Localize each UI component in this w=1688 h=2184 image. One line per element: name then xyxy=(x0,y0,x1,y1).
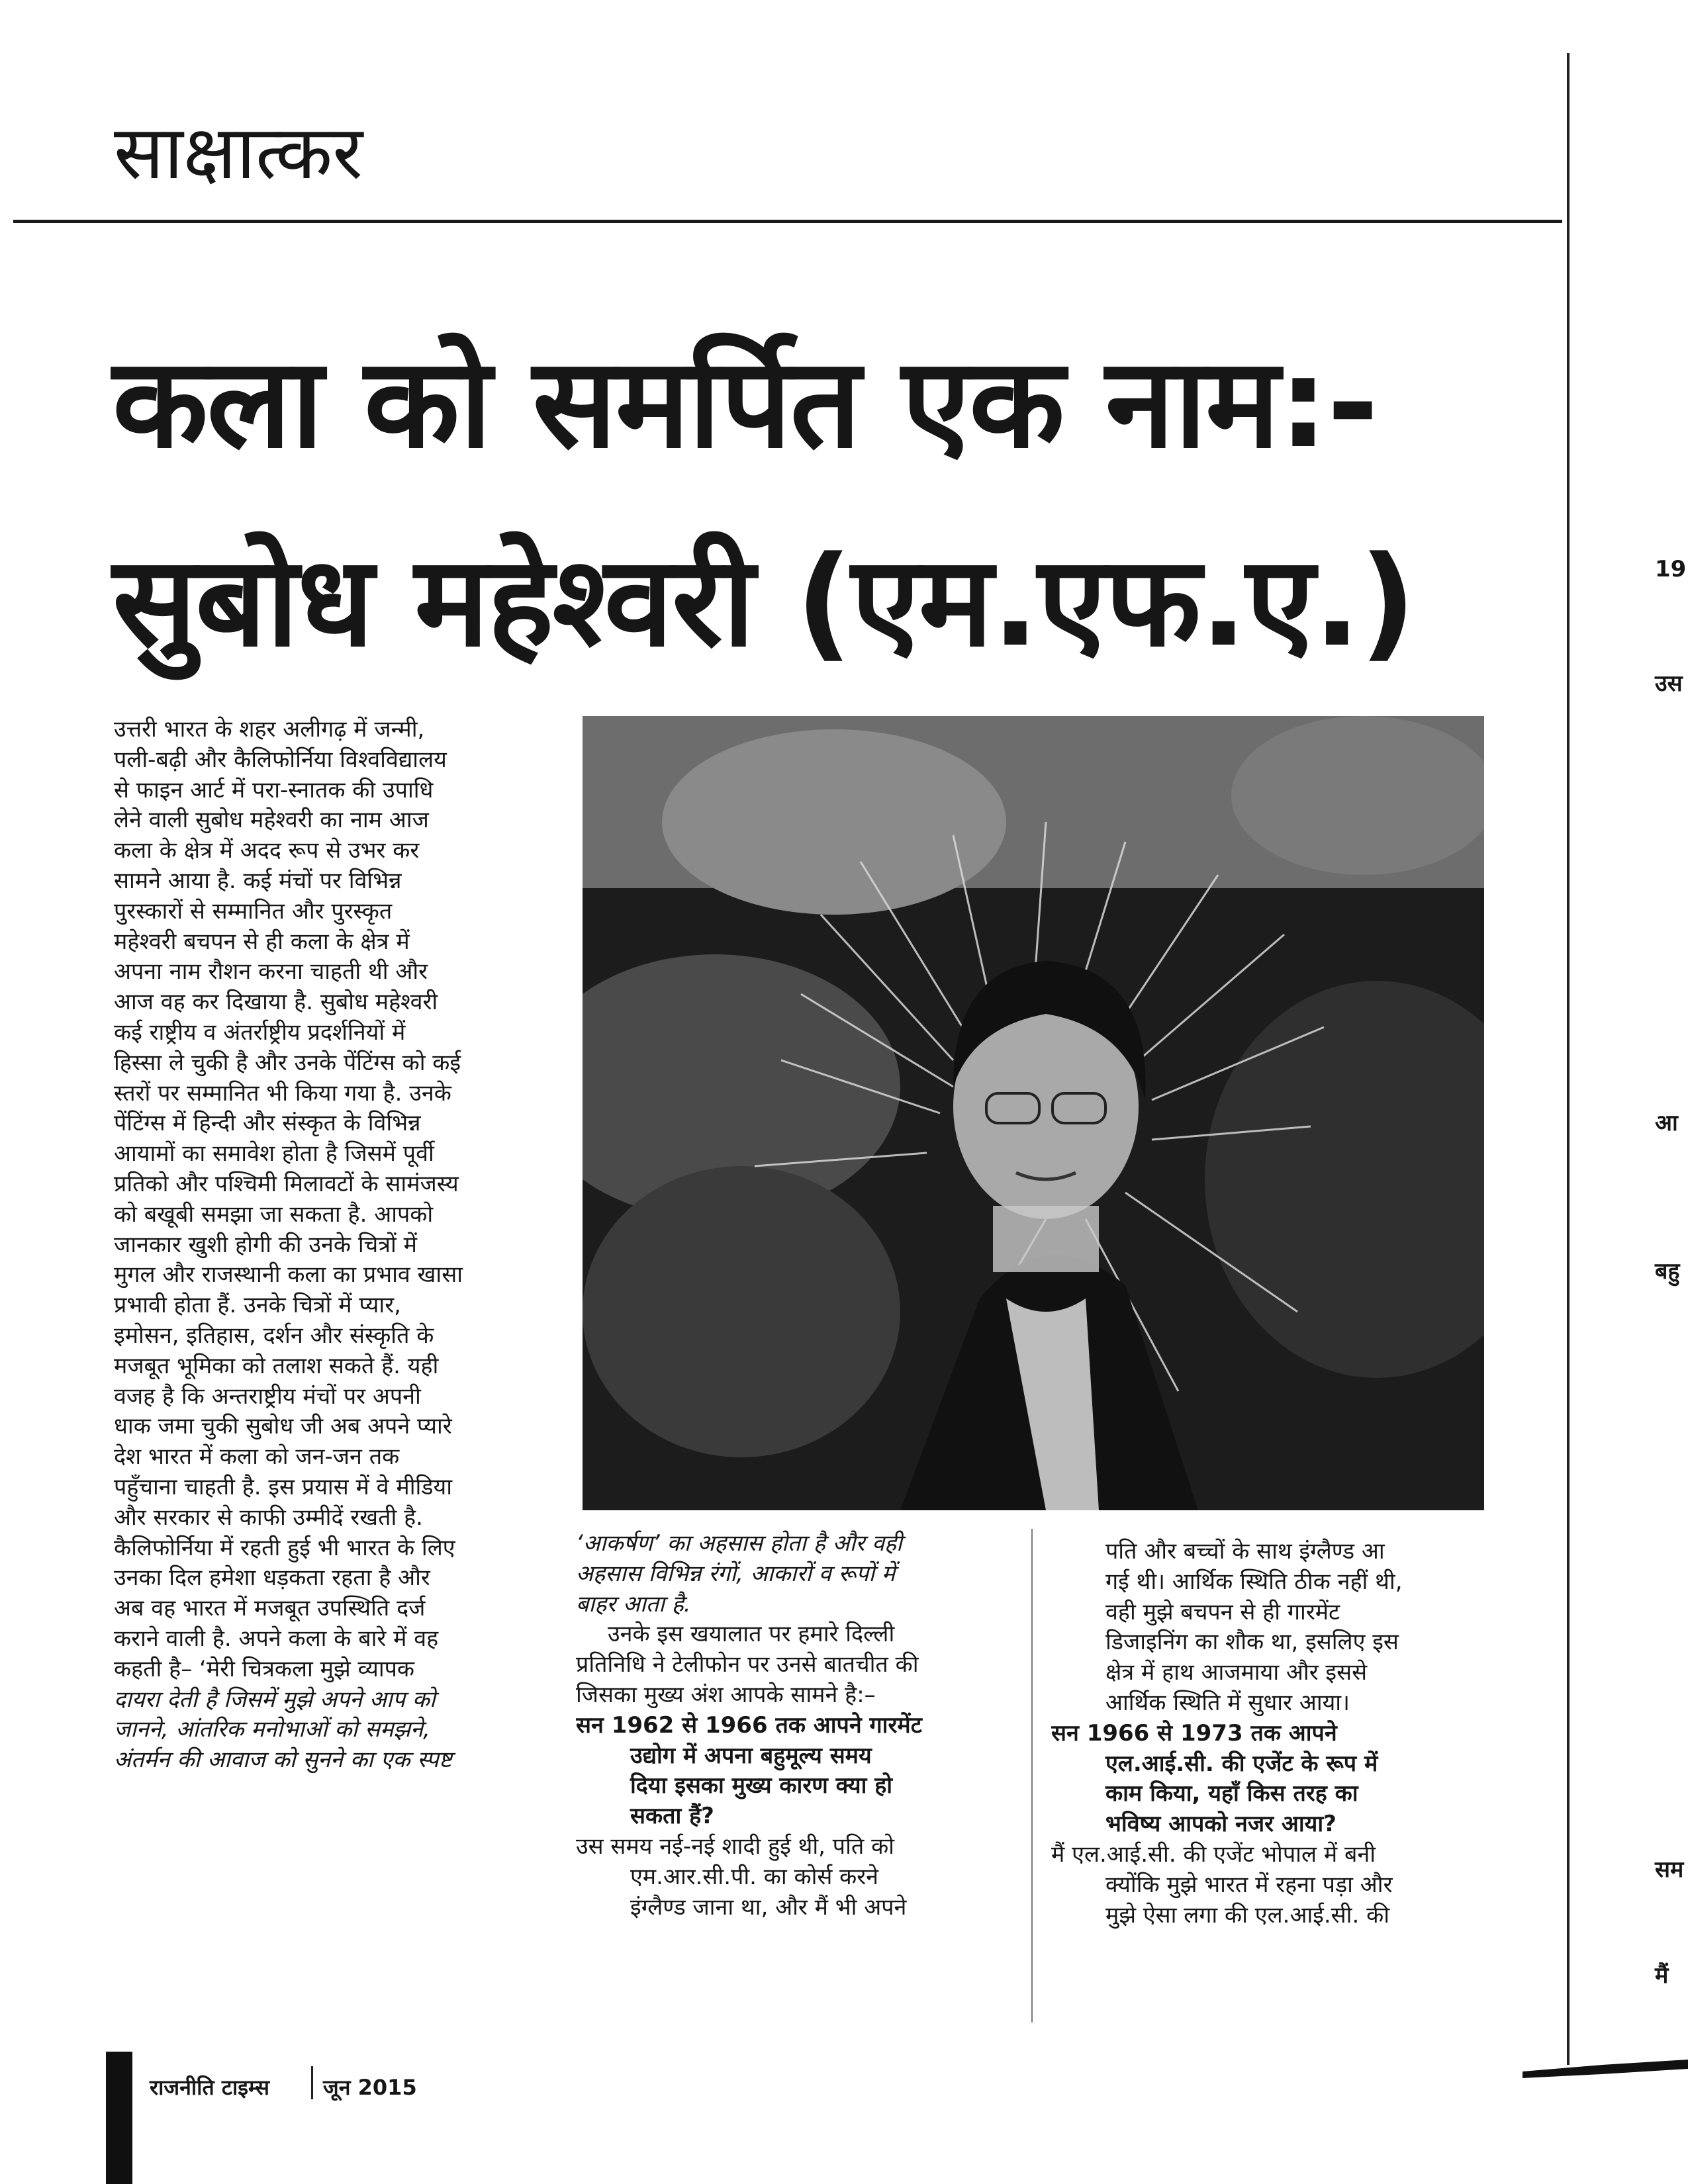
text-line: जानकार खुशी होगी की उनके चित्रों में xyxy=(114,1231,417,1258)
headline-line-1: कला को समर्पित एक नाम:- xyxy=(113,331,1378,476)
article-column-1 xyxy=(114,715,577,1776)
section-label: साक्षात्कर xyxy=(114,110,363,196)
text-line: को बखूबी समझा जा सकता है. आपको xyxy=(114,1201,434,1228)
portrait-photo xyxy=(583,716,1484,1510)
text-line: धाक जमा चुकी सुबोध जी अब अपने प्यारे xyxy=(114,1413,452,1440)
text-line: महेश्वरी बचपन से ही कला के क्षेत्र में xyxy=(114,928,410,955)
question-line: उद्योग में अपना बहुमूल्य समय xyxy=(630,1742,872,1769)
quote-line: अंतर्मन की आवाज को सुनने का एक स्पष्ट xyxy=(114,1747,452,1774)
question-line: सन 1962 से 1966 तक आपने गारमेंट xyxy=(576,1711,922,1739)
answer-line: डिजाइनिंग का शौक था, इसलिए इस xyxy=(1105,1629,1399,1656)
text-line: कहती है– ‘मेरी चित्रकला मुझे व्यापक xyxy=(114,1655,415,1682)
text-line: स्तरों पर सम्मानित भी किया गया है. उनके xyxy=(114,1079,451,1107)
text-line: उनके इस खयालात पर हमारे दिल्ली xyxy=(608,1621,895,1648)
text-line: उनका दिल हमेशा धड़कता रहता है और xyxy=(114,1565,430,1592)
text-line: प्रतिनिधि ने टेलीफोन पर उनसे बातचीत की xyxy=(576,1651,919,1678)
answer-line: मुझे ऐसा लगा की एल.आई.सी. की xyxy=(1105,1901,1390,1929)
question-line: सकता हैं? xyxy=(630,1803,714,1830)
headline-line-2: सुबोध महेश्वरी (एम.एफ.ए.) xyxy=(113,529,1415,674)
text-line: वजह है कि अन्तराष्ट्रीय मंचों पर अपनी xyxy=(114,1383,421,1410)
edge-text: मैं xyxy=(1655,1962,1669,1989)
text-line: कई राष्ट्रीय व अंतर्राष्ट्रीय प्रदर्शनियों में xyxy=(114,1019,406,1046)
text-line: लेने वाली सुबोध महेश्वरी का नाम आज xyxy=(114,807,429,834)
edge-text: आ xyxy=(1655,1110,1678,1136)
text-line: और सरकार से काफी उम्मीदें रखती है. xyxy=(114,1504,423,1531)
article-column-2 xyxy=(576,1529,1006,1923)
text-line: हिस्सा ले चुकी है और उनके पेंटिंग्स को कई xyxy=(114,1049,461,1076)
answer-line: पति और बच्चों के साथ इंग्लैण्ड आ xyxy=(1105,1538,1385,1565)
text-line: से फाइन आर्ट में परा-स्नातक की उपाधि xyxy=(114,776,434,803)
text-line: प्रतिको और पश्चिमी मिलावटों के सामंजस्य xyxy=(114,1170,459,1197)
text-line: प्रभावी होता हैं. उनके चित्रों में प्यार, xyxy=(114,1292,401,1319)
edge-ink-mark xyxy=(1523,2045,1688,2085)
quote-line: दायरा देती है जिसमें मुझे अपने आप को xyxy=(114,1686,436,1713)
text-line: आयामों का समावेश होता है जिसमें पूर्वी xyxy=(114,1140,434,1167)
quote-line: बाहर आता है. xyxy=(576,1590,691,1617)
question-line: सन 1966 से 1973 तक आपने xyxy=(1051,1719,1337,1747)
question-line: भविष्य आपको नजर आया? xyxy=(1105,1811,1336,1838)
answer-line: एम.आर.सी.पी. का कोर्स करने xyxy=(630,1863,879,1890)
footer-publication: राजनीति टाइम्स xyxy=(150,2075,269,2100)
question-line: काम किया, यहाँ किस तरह का xyxy=(1105,1780,1358,1807)
text-line: पुरस्कारों से सम्मानित और पुरस्कृत xyxy=(114,897,393,925)
answer-line: गई थी। आर्थिक स्थिति ठीक नहीं थी, xyxy=(1105,1568,1403,1595)
edge-text: बहु xyxy=(1655,1258,1680,1285)
text-line: मुगल और राजस्थानी कला का प्रभाव खासा xyxy=(114,1261,463,1289)
portrait-photo-illustration xyxy=(583,716,1484,1510)
answer-line: क्षेत्र में हाथ आजमाया और इससे xyxy=(1105,1659,1368,1686)
answer-line: इंग्लैण्ड जाना था, और मैं भी अपने xyxy=(630,1893,907,1921)
text-line: देश भारत में कला को जन-जन तक xyxy=(114,1443,400,1471)
answer-line: मैं एल.आई.सी. की एजेंट भोपाल में बनी xyxy=(1051,1841,1376,1868)
text-line: कैलिफोर्निया में रहती हुई भी भारत के लिए xyxy=(114,1534,455,1561)
footer-bar xyxy=(106,2052,132,2184)
text-line: पहुँचाना चाहती है. इस प्रयास में वे मीडिया xyxy=(114,1473,453,1500)
quote-line: जानने, आंतरिक मनोभाओं को समझने, xyxy=(114,1716,430,1743)
answer-line: वही मुझे बचपन से ही गारमेंट xyxy=(1105,1598,1340,1625)
footer-separator xyxy=(311,2066,313,2099)
footer-date: जून 2015 xyxy=(323,2075,417,2100)
edge-text: सम xyxy=(1655,1856,1684,1883)
quote-line: ‘आकर्षण’ का अहसास होता है और वही xyxy=(576,1530,902,1557)
edge-text: 19 xyxy=(1655,556,1687,582)
answer-line: क्योंकि मुझे भारत में रहना पड़ा और xyxy=(1105,1871,1393,1898)
page-edge-line xyxy=(1567,53,1570,2065)
text-line: पेंटिंग्स में हिन्दी और संस्कृत के विभिन्न xyxy=(114,1110,421,1137)
section-rule xyxy=(13,220,1562,223)
text-line: जिसका मुख्य अंश आपके सामने है:– xyxy=(576,1681,876,1708)
text-line: कराने वाली है. अपने कला के बारे में वह xyxy=(114,1625,439,1652)
text-line: सामने आया है. कई मंचों पर विभिन्न xyxy=(114,867,402,894)
text-line: पली-बढ़ी और कैलिफोर्निया विश्वविद्यालय xyxy=(114,746,447,773)
article-column-3 xyxy=(1051,1537,1489,1931)
answer-line: आर्थिक स्थिति में सुधार आया। xyxy=(1105,1689,1350,1716)
text-line: आज वह कर दिखाया है. सुबोध महेश्वरी xyxy=(114,989,438,1016)
text-line: उत्तरी भारत के शहर अलीगढ़ में जन्मी, xyxy=(114,716,425,743)
edge-text: उस xyxy=(1655,670,1683,697)
column-rule xyxy=(1031,1529,1033,2023)
question-line: दिया इसका मुख्य कारण क्या हो xyxy=(630,1772,893,1799)
text-line: अपना नाम रौशन करना चाहती थी और xyxy=(114,958,428,985)
text-line: इमोसन, इतिहास, दर्शन और संस्कृति के xyxy=(114,1322,434,1349)
answer-line: उस समय नई-नई शादी हुई थी, पति को xyxy=(576,1833,894,1860)
text-line: कला के क्षेत्र में अदद रूप से उभर कर xyxy=(114,837,420,864)
text-line: अब वह भारत में मजबूत उपस्थिति दर्ज xyxy=(114,1595,426,1622)
quote-line: अहसास विभिन्न रंगों, आकारों व रूपों में xyxy=(576,1560,896,1587)
question-line: एल.आई.सी. की एजेंट के रूप में xyxy=(1105,1750,1378,1777)
text-line: मजबूत भूमिका को तलाश सकते हैं. यही xyxy=(114,1352,439,1379)
